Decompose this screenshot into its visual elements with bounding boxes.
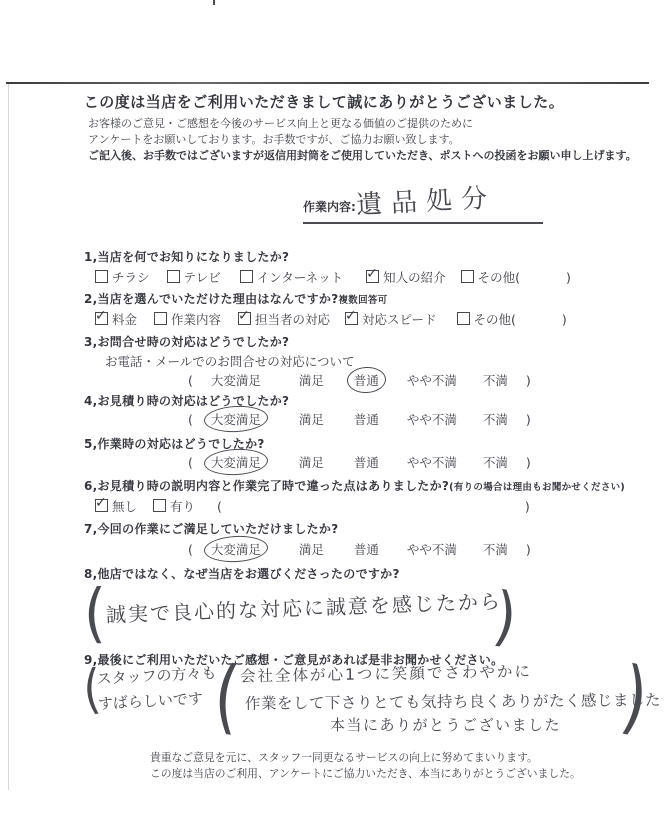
scale-dissatisfied: 不満 (482, 412, 508, 427)
document-title: この度は当店をご利用いただきまして誠にありがとうございました。 (83, 93, 565, 111)
intro-line-3: ご記入後、お手数ではございますが返信用封筒をご使用していただき、ポストへの投函をお願い申し上げます。 (88, 149, 637, 162)
scale-neutral: 普通 (353, 455, 379, 470)
intro-line-1: お客様のご意見・ご感想を今後のサービス向上と更なる価値のご提供のために (88, 117, 473, 130)
option-label: テレビ (183, 270, 221, 285)
checkbox-icon (238, 312, 251, 325)
scan-artifact-tick (213, 0, 215, 5)
option-label: その他( (477, 270, 521, 285)
checkbox-icon (95, 270, 108, 283)
scale-dissatisfied: 不満 (482, 542, 508, 557)
checkbox-icon (153, 499, 166, 512)
handwritten-close-paren: ) (489, 578, 521, 657)
close-paren: ) (525, 373, 531, 388)
handwritten-open-paren: ( (81, 658, 103, 721)
option-yes (153, 497, 195, 515)
close-paren: ) (525, 412, 531, 427)
question-2-heading: 2,当店を選んでいただけた理由はなんですか?複数回答可 (84, 292, 388, 306)
work-content-handwritten-value: 遺品処分 (355, 183, 497, 221)
option-chirashi (95, 268, 150, 286)
footer-line-1: 貴重なご意見を元に、スタッフ一同更なるサービスの向上に努めてまいります。 (150, 751, 538, 764)
question-3-heading: 3,お問合せ時の対応はどうでしたか? (84, 335, 290, 349)
option-label: 料金 (112, 312, 138, 327)
question-8-handwritten-answer: 誠実で良心的な対応に誠意を感じたから (105, 589, 503, 627)
checkbox-icon (240, 270, 253, 283)
option-label: チラシ (112, 270, 150, 285)
checkbox-icon (461, 270, 474, 283)
question-9-heading: 9,最後にご利用いただいたご感想・ご意見があれば是非お聞かせください。 (84, 653, 504, 667)
checkbox-icon (154, 312, 167, 325)
footer-paragraph (150, 750, 581, 781)
question-6-options (95, 497, 530, 515)
question-2-options (95, 310, 567, 328)
question-9-handwritten-line-2: 作業をして下さりとても気持ち良くありがたく感じました (244, 691, 662, 713)
checkbox-icon (95, 312, 108, 325)
close-paren: ) (561, 312, 567, 327)
question-3-scale (188, 371, 531, 389)
scale-neutral: 普通 (353, 542, 379, 557)
option-other (461, 268, 571, 286)
scale-satisfied: 満足 (298, 542, 324, 557)
question-4-scale (188, 410, 531, 428)
option-tv (167, 268, 221, 286)
intro-paragraph (88, 116, 637, 164)
question-1-heading: 1,当店を何でお知りになりましたか? (84, 250, 290, 264)
option-referral (366, 268, 446, 286)
option-label: 担当者の対応 (255, 312, 331, 327)
question-7-heading: 7,今回の作業にご満足していただけましたか? (84, 522, 339, 536)
option-label: 有り (170, 499, 196, 514)
handwritten-line: すばらしいです (97, 689, 204, 713)
option-label: 対応スピード (362, 312, 437, 327)
scale-very-satisfied: 大変満足 (210, 455, 261, 470)
scale-satisfied: 満足 (298, 373, 324, 388)
option-price (95, 310, 137, 328)
top-divider-line (6, 82, 649, 84)
intro-line-2: アンケートをお願いしております。お手数ですが、ご協力お願い致します。 (88, 133, 460, 146)
scale-satisfied: 満足 (298, 455, 324, 470)
checkbox-icon (366, 270, 379, 283)
option-label: インターネット (256, 270, 344, 285)
checkbox-icon (457, 312, 470, 325)
close-paren: ) (524, 499, 530, 514)
scale-neutral: 普通 (353, 373, 379, 388)
question-7-scale (188, 540, 531, 558)
close-paren: ) (566, 270, 571, 285)
scale-very-satisfied: 大変満足 (210, 373, 261, 388)
question-6-heading: 6,お見積り時の説明内容と作業完了時で違った点はありましたか?(有りの場合は理由もお聞かせください) (84, 479, 626, 493)
option-label: その他( (473, 312, 516, 327)
option-other (457, 310, 567, 328)
checkbox-icon (345, 312, 358, 325)
scale-somewhat-dissatisfied: やや不満 (406, 373, 457, 388)
handwritten-open-paren: ( (84, 576, 106, 651)
footer-line-2: この度は当店のご利用、アンケートにご協力いただき、本当にありがとうございました。 (150, 766, 581, 780)
question-9-handwritten-line-3: 本当にありがとうございました (330, 716, 562, 734)
option-internet (240, 268, 343, 286)
scale-somewhat-dissatisfied: やや不満 (406, 542, 457, 557)
scale-satisfied: 満足 (298, 412, 324, 427)
open-paren: ( (188, 412, 193, 427)
scan-edge-line (8, 84, 9, 790)
option-work-detail (154, 310, 221, 328)
option-speed (345, 310, 437, 328)
checkbox-icon (95, 499, 108, 512)
question-9-handwritten-left (96, 661, 218, 717)
question-6-note: (有りの場合は理由もお聞かせください) (449, 482, 626, 493)
scale-somewhat-dissatisfied: やや不満 (406, 412, 457, 427)
open-paren: ( (188, 542, 193, 557)
question-3-subtext: お電話・メールでのお問合せの対応について (105, 354, 355, 369)
option-none (95, 497, 137, 515)
scale-very-satisfied: 大変満足 (210, 542, 261, 557)
scale-neutral: 普通 (353, 412, 379, 427)
handwritten-close-paren: ) (616, 647, 654, 747)
question-8-heading: 8,他店ではなく、なぜ当店をお選びくださったのですか? (84, 567, 400, 581)
question-5-heading: 5,作業時の対応はどうでしたか? (84, 437, 265, 451)
question-1-options (95, 268, 571, 286)
option-label: 作業内容 (171, 312, 222, 327)
work-content-underline (303, 222, 543, 224)
handwritten-line: スタッフの方々も (96, 663, 217, 688)
question-9-handwritten-line-1: 会社全体が心1つに笑顔でさわやかに (239, 662, 533, 686)
scale-dissatisfied: 不満 (482, 373, 508, 388)
option-label: 無し (112, 499, 138, 514)
open-paren: ( (188, 455, 193, 470)
option-staff-response (238, 310, 330, 328)
question-2-note: 複数回答可 (338, 295, 388, 306)
scale-very-satisfied: 大変満足 (210, 412, 261, 427)
question-5-scale (188, 453, 531, 471)
work-content-label: 作業内容: (303, 200, 356, 214)
handwritten-open-paren: ( (211, 646, 243, 745)
scale-somewhat-dissatisfied: やや不満 (406, 455, 457, 470)
checkbox-icon (167, 270, 180, 283)
scale-dissatisfied: 不満 (482, 455, 508, 470)
open-paren: ( (188, 373, 193, 388)
close-paren: ) (525, 455, 531, 470)
question-4-heading: 4,お見積り時の対応はどうでしたか? (84, 394, 290, 408)
close-paren: ) (525, 542, 531, 557)
option-label: 知人の紹介 (383, 270, 446, 285)
open-paren: ( (217, 499, 222, 514)
